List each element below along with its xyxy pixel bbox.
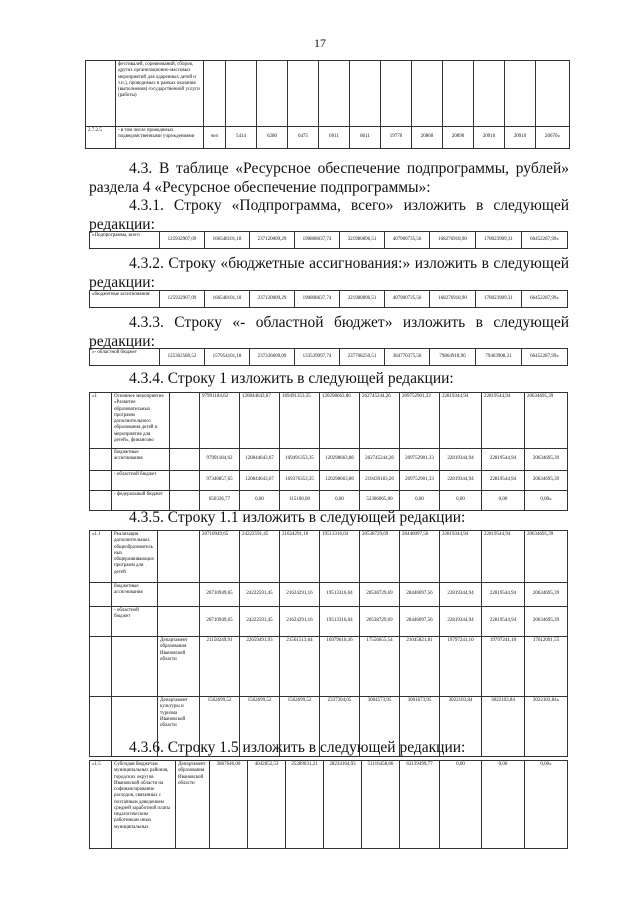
table-cell <box>90 449 112 471</box>
table-4-3-3 <box>89 348 568 366</box>
table-4-3-4 <box>89 392 568 511</box>
table-cell: 1562699,52 <box>200 697 240 757</box>
table-cell: 166548101,18 <box>205 232 250 249</box>
table-cell: 0,00 <box>482 761 525 849</box>
table-cell: 20634695,39 <box>525 449 568 471</box>
table-cell: 79463908,31 <box>476 349 522 366</box>
table-cell: - областной бюджет <box>112 607 158 637</box>
table-cell: 210439183,26 <box>360 471 400 491</box>
table-cell: 24222591,45 <box>240 583 280 607</box>
table-cell: 20710949,65 <box>200 531 240 583</box>
table-cell: 21561513,64 <box>280 637 320 697</box>
table-cell: 407900735,56 <box>385 291 430 308</box>
table-4-3-6 <box>89 760 568 849</box>
table-cell: 20890 <box>443 127 474 149</box>
table-cell: чел <box>204 127 226 149</box>
table-row <box>90 232 568 249</box>
table-cell <box>158 607 200 637</box>
table-cell: 28446097,56 <box>400 607 440 637</box>
table-cell: 262745244,26 <box>360 449 400 471</box>
paragraph-4-3-6: 4.3.6. Строку 1.5 изложить в следующей редакции: <box>129 739 466 756</box>
table-cell: 0,00 <box>440 761 482 849</box>
table-cell: 19770 <box>381 127 412 149</box>
table-cell: 97340857,65 <box>200 471 240 491</box>
table-cell: 157954101,18 <box>205 349 250 366</box>
table-cell: 19513316,04 <box>320 607 360 637</box>
table-cell: Департамент образования Ивановской области <box>176 761 210 849</box>
table-cell: 120298663,86 <box>320 449 360 471</box>
table-cell: 120844643,67 <box>240 393 280 449</box>
paragraph-4-3-2: 4.3.2. Строку «бюджетные ассигнования:» изложить в следующей редакции: <box>89 255 569 291</box>
table-row <box>90 761 568 849</box>
table-cell: 120844643,67 <box>240 449 280 471</box>
table-cell: 3004573,95 <box>360 697 400 757</box>
table-row <box>90 471 568 491</box>
table-cell: 21158249,91 <box>200 637 240 697</box>
table-cell <box>170 393 200 449</box>
table-cell: 17556655,54 <box>360 637 400 697</box>
table-cell: «Подпрограмма, всего <box>90 232 160 249</box>
table-cell: Субсидия бюджетам муниципальных районов, городских округов Ивановской области на софинансирование расходов, связанных с поэтапным доведением средней заработной платы педагогическим работникам иных муниципальных <box>112 761 176 849</box>
table-cell: 24222591,45 <box>240 607 280 637</box>
table-cell <box>158 583 200 607</box>
table-row <box>90 637 568 697</box>
table-cell: 262745244,26 <box>360 393 400 449</box>
table-cell: 20634695,39 <box>525 471 568 491</box>
table-cell: 190808637,74 <box>295 291 340 308</box>
table-cell: - областной бюджет <box>112 471 170 491</box>
table-cell: 169376353,35 <box>280 471 320 491</box>
table-cell <box>90 583 112 607</box>
table-cell: 3022103,84 <box>482 697 525 757</box>
table-cell: 20538729,69 <box>360 531 400 583</box>
table-cell: бюджетные ассигнования <box>112 449 170 471</box>
table-cell: 4042852,53 <box>248 761 286 849</box>
table-cell: 28446097,56 <box>400 583 440 607</box>
table-cell: 190808637,74 <box>295 232 340 249</box>
table-cell: 20634695,39 <box>525 583 568 607</box>
table-cell: 24222591,45 <box>240 531 280 583</box>
table-cell: 407900735,56 <box>385 232 430 249</box>
table-cell: 20710949,65 <box>200 583 240 607</box>
table-cell: - в том числе проводимых подведомственными учреждениями <box>116 127 204 149</box>
table-row <box>86 61 570 127</box>
table-row <box>90 449 568 471</box>
table-row <box>90 607 568 637</box>
table-cell: 209752901,33 <box>400 393 440 449</box>
table-cell: 168276918,90 <box>430 232 476 249</box>
paragraph-4-3-5: 4.3.5. Строку 1.1 изложить в следующей редакции: <box>129 509 466 526</box>
table-cell: 166548101,18 <box>205 291 250 308</box>
table-cell: 178023909,31 <box>476 232 522 249</box>
table-cell: 22819544,94 <box>482 471 525 491</box>
table-cell <box>90 471 112 491</box>
table-cell: 125932907,09 <box>160 232 205 249</box>
table-cell: «1 <box>90 393 112 449</box>
table-cell: 384770375,56 <box>385 349 430 366</box>
table-cell: 169491353,35 <box>280 449 320 471</box>
table-cell: 22819344,94 <box>440 471 482 491</box>
table-cell: 120844643,67 <box>240 471 280 491</box>
top-table <box>85 60 570 149</box>
table-cell: 237120009,29 <box>250 291 295 308</box>
table-cell: 21045821,81 <box>400 637 440 697</box>
table-row <box>90 491 568 511</box>
table-cell: 20910 <box>505 127 536 149</box>
table-cell: 20538729,69 <box>360 583 400 607</box>
table-cell: 0,00» <box>525 761 568 849</box>
table-cell: 21624291,16 <box>280 583 320 607</box>
table-row <box>86 127 570 149</box>
table-cell: 66452287,99» <box>522 349 568 366</box>
table-cell <box>90 607 112 637</box>
table-cell: 0,00 <box>320 491 360 511</box>
page-number: 17 <box>314 36 326 50</box>
table-cell: 1562699,52 <box>280 697 320 757</box>
table-row <box>90 583 568 607</box>
table-cell: 20860 <box>412 127 443 149</box>
table-cell: 6280 <box>257 127 288 149</box>
table-cell: 3022103,84» <box>525 697 568 757</box>
table-cell: бюджетные ассигнования <box>112 583 158 607</box>
table-4-3-2 <box>89 290 568 308</box>
table-cell: 79864918,90 <box>430 349 476 366</box>
table-cell: 178023909,31 <box>476 291 522 308</box>
table-cell: 63139499,77 <box>400 761 440 849</box>
table-cell: Основное мероприятие «Развитие образовательных программ дополнительного образования детей и мероприятия для детей», финансово <box>112 393 170 449</box>
table-cell: 133539997,74 <box>295 349 340 366</box>
table-cell: 120298663,86 <box>320 393 360 449</box>
table-cell: 1562699,52 <box>240 697 280 757</box>
table-cell: 20910 <box>474 127 505 149</box>
table-cell: - федеральный бюджет <box>112 491 170 511</box>
table-cell: 321980896,51 <box>340 232 385 249</box>
table-cell: 66452287,99» <box>522 291 568 308</box>
table-cell: 22819544,94 <box>482 393 525 449</box>
table-cell: 28446097,56 <box>400 531 440 583</box>
table-cell: Департамент образования Ивановской области <box>158 637 200 697</box>
table-cell: 22819344,94 <box>440 393 482 449</box>
table-cell: 237708250,51 <box>340 349 385 366</box>
table-cell: 20634695,39 <box>525 531 568 583</box>
table-cell: 17612091,55 <box>525 637 568 697</box>
table-cell: 19797241,10 <box>482 637 525 697</box>
table-cell: 2337304,05 <box>320 697 360 757</box>
table-cell: 22819544,94 <box>482 531 525 583</box>
table-cell: 25289031,21 <box>286 761 324 849</box>
table-cell: 3022103,84 <box>440 697 482 757</box>
table-cell: 650326,77 <box>200 491 240 511</box>
table-4-3-5 <box>89 530 568 757</box>
table-cell: 3001673,95 <box>400 697 440 757</box>
table-cell: Реализация дополнительных общеобразовательных общеразвивающих программ для детей <box>112 531 158 583</box>
table-4-3-1 <box>89 231 568 249</box>
table-cell: 5414 <box>226 127 257 149</box>
table-cell: 22819344,94 <box>440 531 482 583</box>
table-cell <box>170 449 200 471</box>
paragraph-4-3-4: 4.3.4. Строку 1 изложить в следующей редакции: <box>129 370 454 387</box>
table-cell <box>112 637 158 697</box>
table-cell: 209752901,33 <box>400 449 440 471</box>
table-cell: 97991184,62 <box>200 393 240 449</box>
table-cell: фестивалей, соревнований, сборов, других организационно-массовых мероприятий для одаренных детей и т.п.), проводимых в рамках оказания (выполнения) государственной услуги (работы) <box>116 61 204 127</box>
paragraph-4-3: 4.3. В таблице «Ресурсное обеспечение подпрограммы, рублей» раздела 4 «Ресурсное обеспечение подпрограммы»: <box>89 160 569 196</box>
table-cell: 6475 <box>288 127 319 149</box>
table-cell: 6911 <box>319 127 350 149</box>
table-cell: 120298663,86 <box>320 471 360 491</box>
table-cell: 0,00 <box>482 491 525 511</box>
table-cell: 52306065,00 <box>360 491 400 511</box>
paragraph-4-3-1: 4.3.1. Строку «Подпрограмма, всего» изложить в следующей редакции: <box>89 197 569 233</box>
table-cell: 97991184,62 <box>200 449 240 471</box>
table-cell: 21624291,16 <box>280 531 320 583</box>
table-cell: 22659491,93 <box>240 637 280 697</box>
table-cell: 0,00» <box>525 491 568 511</box>
table-cell: 22819344,94 <box>440 583 482 607</box>
table-cell: 22819544,94 <box>482 583 525 607</box>
table-cell: 20670» <box>536 127 570 149</box>
table-cell: 8611 <box>350 127 381 149</box>
table-row <box>90 349 568 366</box>
table-cell: 51116458,86 <box>362 761 400 849</box>
table-cell: 321980896,51 <box>340 291 385 308</box>
table-cell: 22819344,94 <box>440 449 482 471</box>
table-cell: 20710949,65 <box>200 607 240 637</box>
table-row <box>90 531 568 583</box>
table-cell: 16979610,36 <box>320 637 360 697</box>
table-cell: 209752901,33 <box>400 471 440 491</box>
table-cell: 237120009,29 <box>250 232 295 249</box>
table-cell <box>170 491 200 511</box>
table-cell: «бюджетные ассигнования: <box>90 291 160 308</box>
table-cell: 125302580,52 <box>160 349 205 366</box>
table-cell: 2.7.2.5 <box>86 127 116 149</box>
table-cell: «1.5 <box>90 761 112 849</box>
table-cell <box>170 471 200 491</box>
table-row <box>90 291 568 308</box>
table-cell <box>158 531 200 583</box>
table-cell: 19513316,04 <box>320 583 360 607</box>
table-cell: 237336609,09 <box>250 349 295 366</box>
table-cell: 20634695,39 <box>525 607 568 637</box>
table-cell: Департамент культуры и туризма Ивановской области <box>158 697 200 757</box>
table-cell: 28234164,93 <box>324 761 362 849</box>
table-cell: 0,00 <box>440 491 482 511</box>
table-cell: 22819344,94 <box>440 607 482 637</box>
table-cell: 22819544,94 <box>482 449 525 471</box>
table-cell: «- областной бюджет <box>90 349 160 366</box>
table-row <box>90 393 568 449</box>
table-cell <box>90 637 112 697</box>
table-cell: 3867646,00 <box>210 761 248 849</box>
table-cell: 0,00 <box>240 491 280 511</box>
table-cell: 20634695,39 <box>525 393 568 449</box>
table-cell: 115100,00 <box>280 491 320 511</box>
table-cell: 21624291,16 <box>280 607 320 637</box>
paragraph-4-3-3: 4.3.3. Строку «- областной бюджет» изложить в следующей редакции: <box>89 314 569 350</box>
table-cell: 125932907,09 <box>160 291 205 308</box>
table-cell: 22819544,94 <box>482 607 525 637</box>
table-cell: 19513316,04 <box>320 531 360 583</box>
table-cell: 19797241,10 <box>440 637 482 697</box>
table-cell: 66452287,99» <box>522 232 568 249</box>
table-cell: 168276918,90 <box>430 291 476 308</box>
table-cell: 169491353,35 <box>280 393 320 449</box>
table-cell: «1.1 <box>90 531 112 583</box>
table-cell <box>90 491 112 511</box>
table-cell: 0,00 <box>400 491 440 511</box>
table-cell: 20538729,69 <box>360 607 400 637</box>
